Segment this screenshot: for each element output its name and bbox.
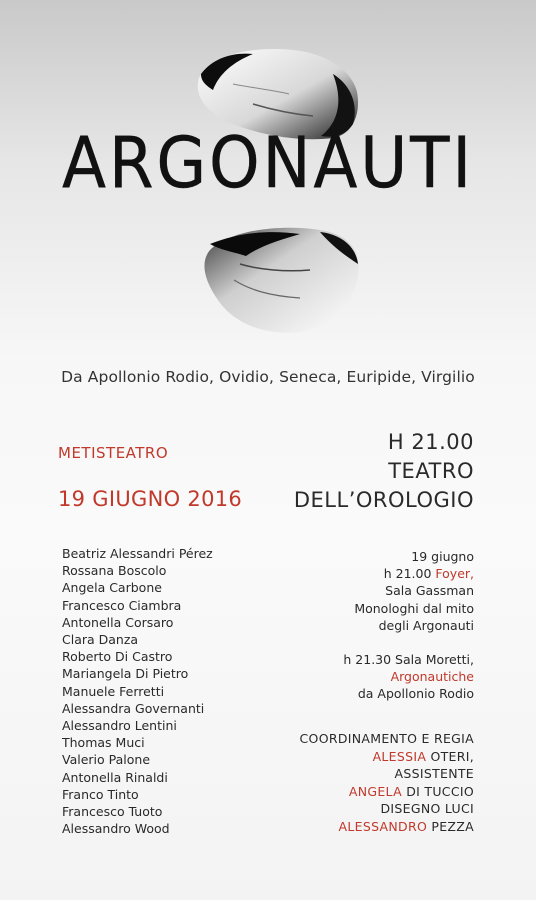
events-block: [343, 548, 474, 703]
credit-role-assistant: ASSISTENTE: [394, 766, 474, 782]
credits-block: [300, 730, 474, 836]
venue-line2: DELL’OROLOGIO: [293, 488, 474, 512]
cast-member: Alessandra Governanti: [62, 700, 205, 716]
cast-member: Antonella Rinaldi: [62, 769, 168, 785]
credit-role-direction: COORDINAMENTO E REGIA: [299, 731, 474, 746]
credit-last-name: OTERI,: [430, 748, 474, 764]
cast-member: Mariangela Di Pietro: [62, 666, 189, 682]
event-1-time: h 21.00: [383, 566, 432, 582]
credit-last-name: PEZZA: [431, 818, 474, 834]
event-2-title: Argonautiche: [390, 669, 474, 685]
event-1-place: Foyer,: [435, 566, 474, 582]
cast-member: Roberto Di Castro: [62, 649, 173, 665]
cast-member: Beatriz Alessandri Pérez: [62, 546, 213, 561]
cast-member: Angela Carbone: [62, 580, 162, 596]
event-1-desc1: Monologhi dal mito: [354, 600, 474, 616]
cast-member: Alessandro Wood: [62, 821, 170, 837]
event-1-desc2: degli Argonauti: [378, 617, 474, 633]
credit-first-name: ALESSANDRO: [338, 818, 428, 834]
cast-list: [62, 545, 213, 837]
credit-last-name: DI TUCCIO: [406, 783, 474, 799]
page-title: ARGONAUTI: [62, 122, 474, 204]
rock-bottom-image: [200, 220, 362, 334]
credit-first-name: ALESSIA: [372, 748, 427, 764]
subtitle: Da Apollonio Rodio, Ovidio, Seneca, Euripide, Virgilio: [61, 368, 475, 386]
credit-name-assistant: [300, 783, 474, 801]
cast-member: Antonella Corsaro: [62, 614, 174, 630]
cast-member: Alessandro Lentini: [62, 718, 177, 734]
event-2-desc: da Apollonio Rodio: [357, 686, 474, 702]
event-1-room: Sala Gassman: [385, 583, 474, 599]
cast-member: Francesco Tuoto: [62, 804, 163, 820]
venue-time: H 21.00: [387, 430, 474, 454]
cast-member: Clara Danza: [62, 632, 139, 648]
cast-member: Valerio Palone: [62, 752, 151, 768]
event-1-time-place: [343, 565, 474, 582]
cast-member: Franco Tinto: [62, 786, 139, 802]
credit-role-lighting: DISEGNO LUCI: [380, 801, 474, 817]
credit-name-direction: [300, 748, 474, 766]
credit-name-lighting: [300, 818, 474, 836]
credit-first-name: ANGELA: [348, 783, 402, 799]
venue-block: [294, 428, 474, 515]
spacer: [343, 634, 474, 651]
cast-member: Manuele Ferretti: [62, 683, 165, 699]
event-2-time-place: h 21.30 Sala Moretti,: [343, 652, 474, 668]
event-1-date: 19 giugno: [411, 549, 474, 564]
company-name: METISTEATRO: [58, 444, 169, 462]
cast-member: Rossana Boscolo: [62, 563, 167, 579]
venue-line1: TEATRO: [388, 459, 474, 483]
cast-member: Thomas Muci: [62, 735, 145, 751]
event-date: 19 GIUGNO 2016: [58, 487, 243, 511]
cast-member: Francesco Ciambra: [62, 597, 182, 613]
